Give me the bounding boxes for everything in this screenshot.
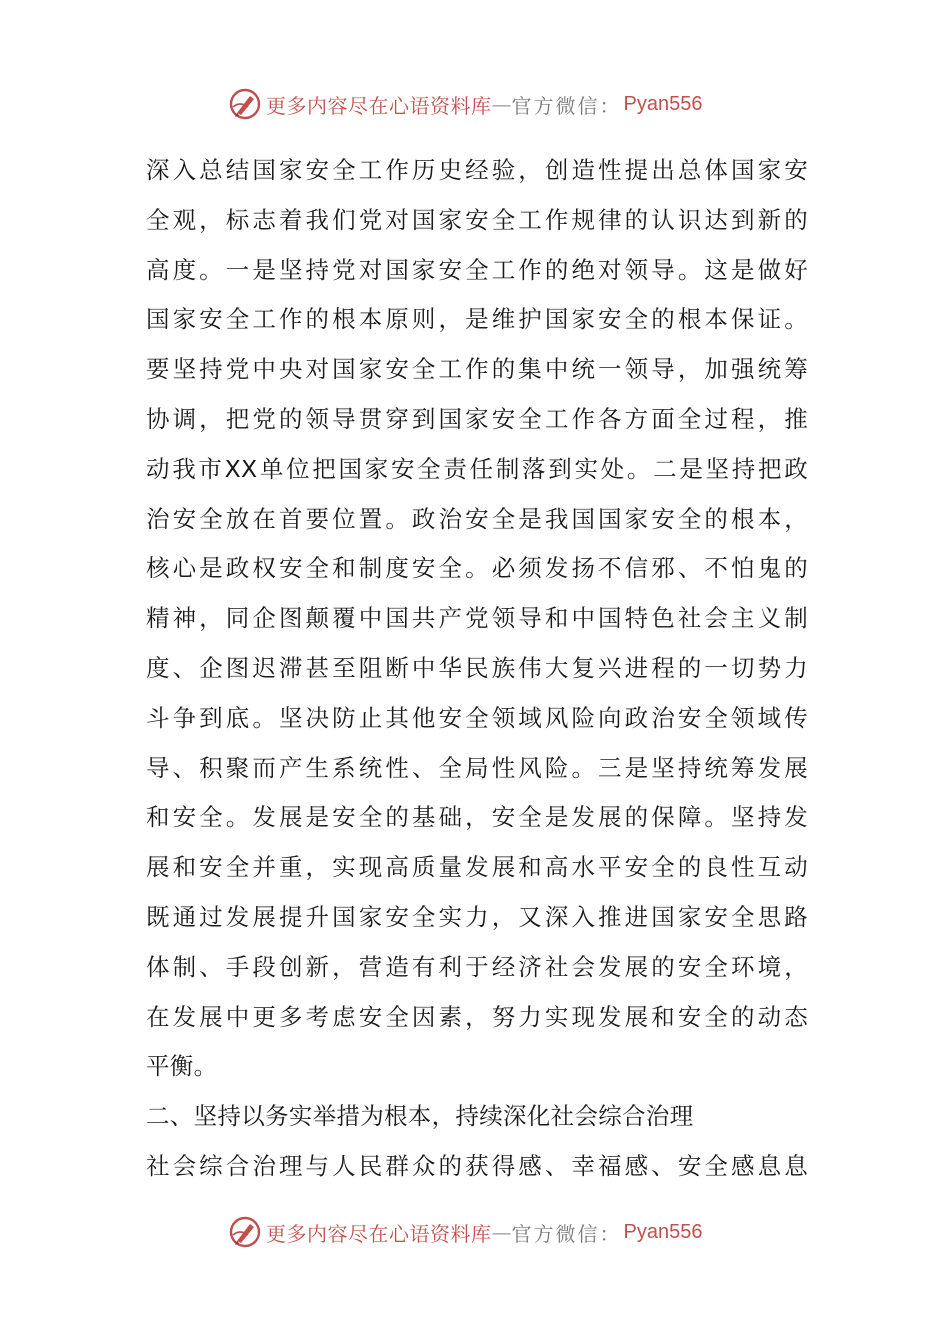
text-line: 平衡。 — [146, 1052, 218, 1081]
text-line: 要坚持党中央对国家安全工作的集中统一领导，加强统筹 — [146, 355, 808, 384]
text-line: 度、企图迟滞甚至阻断中华民族伟大复兴进程的一切势力 — [146, 653, 808, 682]
text-line: 展和安全并重，实现高质量发展和高水平安全的良性互动 — [146, 853, 808, 882]
text-line: 动我市XX单位把国家安全责任制落到实处。二是坚持把政 — [146, 454, 808, 483]
watermark-text: 更多内容尽在心语资料库 — [266, 93, 492, 118]
text-line: 社会综合治理与人民群众的获得感、幸福感、安全感息息 — [146, 1151, 808, 1180]
text-line: 体制、手段创新，营造有利于经济社会发展的安全环境， — [146, 952, 808, 981]
document-body — [146, 146, 808, 1192]
text-line: 斗争到底。坚决防止其他安全领域风险向政治安全领域传 — [146, 703, 808, 732]
watermark-separator: — — [491, 92, 512, 116]
watermark-id: Pyan556 — [623, 1220, 703, 1243]
text-line: 导、积聚而产生系统性、全局性风险。三是坚持统筹发展 — [146, 753, 808, 782]
pen-circle-logo-icon — [228, 87, 262, 121]
watermark-label: 官方微信： — [511, 93, 622, 118]
header-watermark — [228, 84, 748, 124]
watermark-text: 更多内容尽在心语资料库 — [266, 1221, 492, 1246]
text-line: 协调，把党的领导贯穿到国家安全工作各方面全过程，推 — [146, 404, 808, 433]
text-line: 核心是政权安全和制度安全。必须发扬不信邪、不怕鬼的 — [146, 554, 808, 583]
text-line: 和安全。发展是安全的基础，安全是发展的保障。坚持发 — [146, 803, 808, 832]
watermark-label: 官方微信： — [511, 1221, 622, 1246]
text-line: 国家安全工作的根本原则，是维护国家安全的根本保证。 — [146, 305, 808, 334]
text-line: 治安全放在首要位置。政治安全是我国国家安全的根本， — [146, 504, 808, 533]
text-line: 全观，标志着我们党对国家安全工作规律的认识达到新的 — [146, 205, 808, 234]
text-line: 高度。一是坚持党对国家安全工作的绝对领导。这是做好 — [146, 255, 808, 284]
watermark-id: Pyan556 — [623, 92, 703, 115]
text-line: 精神，同企图颠覆中国共产党领导和中国特色社会主义制 — [146, 604, 808, 633]
text-line: 深入总结国家安全工作历史经验，创造性提出总体国家安 — [146, 156, 808, 184]
footer-watermark — [228, 1212, 748, 1252]
pen-circle-logo-icon — [228, 1215, 262, 1249]
section-heading: 二、坚持以务实举措为根本，持续深化社会综合治理 — [146, 1102, 694, 1131]
watermark-separator: — — [491, 1220, 512, 1244]
text-line: 既通过发展提升国家安全实力，又深入推进国家安全思路 — [146, 902, 808, 931]
text-line: 在发展中更多考虑安全因素，努力实现发展和安全的动态 — [146, 1002, 808, 1031]
